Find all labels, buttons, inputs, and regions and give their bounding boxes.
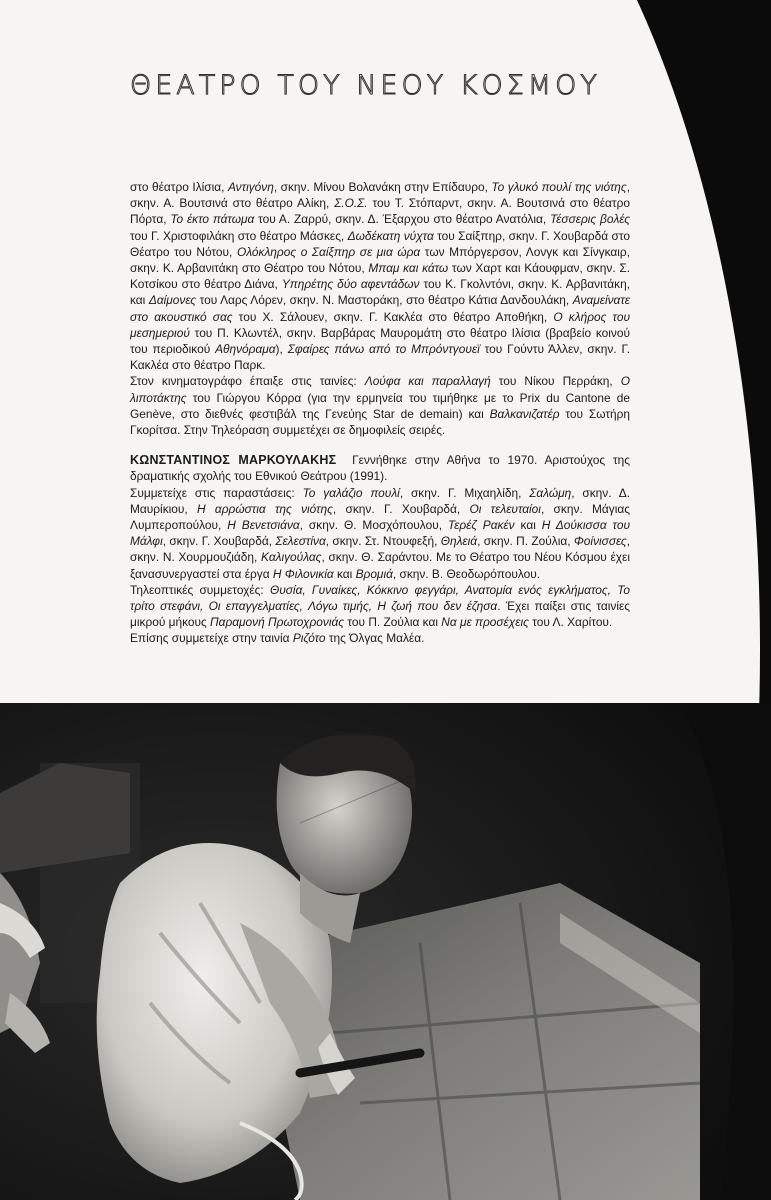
title-italic: Οι τελευταίοι bbox=[469, 501, 541, 516]
title-italic: Η Φιλονικία bbox=[272, 566, 334, 581]
title-italic: Σελεστίνα bbox=[275, 534, 326, 549]
text-run: του Κ. Γκολντόνι, σκην. Κ. Αρβανιτάκη, και bbox=[130, 277, 631, 308]
text-run: Γεννήθηκε στην Αθήνα το 1970. Αριστούχος της δραματικής σχολής του Εθνικού Θεάτρου (1991). bbox=[130, 453, 631, 484]
bio2-paragraph-3 bbox=[130, 582, 630, 631]
title-italic: Ο λιποτάκτης bbox=[130, 374, 630, 405]
page-title: ΘΕΑΤΡΟ ΤΟΥ ΝΕΟΥ ΚΟΣΜΟΥ bbox=[130, 70, 601, 101]
text-run: του Π. Ζούλια και bbox=[344, 615, 442, 630]
title-italic: Βαλκανιζατέρ bbox=[489, 406, 560, 421]
text-run: στο θέατρο Ιλίσια, bbox=[130, 180, 228, 194]
title-italic: Δαίμονες bbox=[148, 293, 197, 308]
text-run: , σκην. Θ. Σαράντου. Με το Θέατρο του Νέου Κόσμου έχει ξανασυνεργαστεί στα έργα bbox=[130, 550, 630, 581]
bio-text bbox=[130, 179, 630, 647]
title-italic: Η Βενετσιάνα bbox=[227, 518, 300, 533]
title-italic: Παραμονή Πρωτοχρονιάς bbox=[210, 615, 345, 630]
text-run: του Π. Κλωντέλ, σκην. Βαρβάρας Μαυρομάτη στο θέατρο Ιλίσια (βραβείο κοινού του περιοδικού bbox=[130, 325, 630, 357]
title-italic: Να με προσέχεις bbox=[441, 615, 529, 630]
title-italic: Σ.Ο.Σ. bbox=[334, 196, 368, 211]
title-italic: Ριζότο bbox=[292, 631, 326, 646]
title-italic: Ολόκληρος ο Σαίξπηρ σε μια ώρα bbox=[236, 244, 421, 259]
text-run: , σκην. Ν. Χουρμουζιάδη, bbox=[130, 534, 630, 565]
text-run: του Λαρς Λόρεν, σκην. Ν. Μαστοράκη, στο θέατρο Κάτια Δανδουλάκη, bbox=[196, 293, 573, 308]
text-run: , σκην. Θ. Μοσχόπουλου, bbox=[299, 518, 448, 533]
title-italic: Σφαίρες πάνω από το Μπρόντγουεϊ bbox=[287, 342, 480, 357]
title-italic: Αθηνόραμα bbox=[215, 342, 276, 357]
title-italic: Τέσσερις βολές bbox=[550, 212, 630, 227]
title-italic: Θυσία, Γυναίκες, Κόκκινο φεγγάρι, Ανατομία ενός εγκλήματος, Το τρίτο στεφάνι, Οι επαγγελματίες, Λόγω τιμής, Η ζωή που δεν έζησα bbox=[130, 582, 630, 614]
text-run: του Α. Ζαρρύ, σκην. Δ. Έξαρχου στο θέατρο Ανατόλια, bbox=[254, 212, 550, 227]
text-run: του Τ. Στόπαρντ, σκην. Α. Βουτσινά στο θέατρο Πόρτα, bbox=[130, 196, 630, 227]
title-italic: Θηλειά bbox=[440, 534, 478, 549]
text-run: . Έχει παίξει στις ταινίες μικρού μήκους bbox=[130, 599, 630, 630]
text-run: του Γιώργου Κόρρα (για την ερμηνεία του τιμήθηκε με το Prix du Cantone de Genève, στο διεθνές φεστιβάλ της Γενεύης Star de demain) και bbox=[130, 390, 630, 421]
title-italic: Σαλώμη bbox=[529, 485, 572, 500]
text-run: του Γ. Χριστοφιλάκη στο θέατρο Μάσκες, bbox=[130, 228, 348, 243]
text-run: των Μπόργερσον, Λονγκ και Σίνγκαιρ, σκην. Κ. Αρβανιτάκη στο Θέατρο του Νότου, bbox=[130, 244, 630, 276]
text-run: και bbox=[333, 566, 356, 581]
text-run: , σκην. Α. Βουτσινά στο θέατρο Αλίκη, bbox=[130, 180, 631, 211]
title-italic: Το γαλάζιο πουλί bbox=[302, 485, 400, 500]
bio1-paragraph-1 bbox=[130, 179, 630, 373]
text-run: , σκην. Γ. Χουβαρδά, bbox=[332, 501, 470, 516]
text-run: ), bbox=[275, 342, 288, 357]
title-italic: Η Δούκισσα του Μάλφι bbox=[130, 518, 630, 549]
title-italic: Βρομιά bbox=[355, 566, 393, 581]
text-run: , σκην. Μίνου Βολανάκη στην Επίδαυρο, bbox=[273, 180, 492, 194]
text-run: Επίσης συμμετείχε στην ταινία bbox=[130, 631, 293, 646]
title-italic: Καλιγούλας bbox=[261, 550, 322, 565]
text-run: της Όλγας Μαλέα. bbox=[325, 631, 425, 646]
text-run: του Νίκου Περράκη, bbox=[490, 374, 621, 389]
title-italic: Το έκτο πάτωμα bbox=[170, 212, 255, 227]
title-italic: Λούφα και παραλλαγή bbox=[364, 374, 491, 389]
title-italic: Τερέζ Ρακέν bbox=[447, 518, 515, 533]
text-run: του Σαίξπηρ, σκην. Γ. Χουβαρδά στο Θέατρο του Νότου, bbox=[130, 228, 630, 259]
text-run: του Γούντυ Άλλεν, σκην. Γ. Κακλέα στο θέατρο Παρκ. bbox=[130, 342, 631, 373]
bio2-paragraph-4 bbox=[130, 630, 630, 646]
title-italic: Αντιγόνη bbox=[227, 180, 274, 194]
text-run: , σκην. Π. Ζούλια, bbox=[477, 534, 574, 549]
title-italic: Μπαμ και κάτω bbox=[368, 261, 449, 276]
text-run: του Χ. Σάλουεν, σκην. Γ. Κακλέα στο θέατρο Αποθήκη, bbox=[232, 309, 554, 324]
text-run: , σκην. Μάγιας Λυμπεροπούλου, bbox=[130, 501, 630, 533]
text-run: , σκην. Γ. Χουβαρδά, bbox=[162, 534, 276, 549]
text-run: των Χαρτ και Κάουφμαν, σκην. Σ. Κοτσίκου στο θέατρο Διάνα, bbox=[130, 261, 631, 292]
text-run: , σκην. Δ. Μαυρίκιου, bbox=[130, 485, 630, 516]
actor-photo bbox=[0, 703, 771, 1200]
bio2-paragraph-2 bbox=[130, 485, 630, 582]
title-italic: Αναμείνατε στο ακουστικό σας bbox=[130, 293, 630, 324]
text-run: Συμμετείχε στις παραστάσεις: bbox=[130, 485, 303, 500]
bio1-paragraph-2 bbox=[130, 373, 630, 438]
text-run: , σκην. Β. Θεοδωρόπουλου. bbox=[392, 566, 541, 581]
text-run: του Λ. Χαρίτου. bbox=[528, 615, 613, 630]
title-italic: Ο κλήρος του μεσημεριού bbox=[130, 309, 630, 340]
text-run: Τηλεοπτικές συμμετοχές: bbox=[130, 582, 270, 597]
title-italic: Φοίνισσες bbox=[573, 534, 627, 549]
title-italic: Δωδέκατη νύχτα bbox=[347, 228, 434, 243]
text-run: , σκην. Γ. Μιχαηλίδη, bbox=[399, 485, 530, 500]
bio2-paragraph-1 bbox=[130, 452, 630, 484]
text-run: και bbox=[514, 518, 542, 533]
title-italic: Υπηρέτης δύο αφεντάδων bbox=[281, 277, 420, 292]
text-run: του Σωτήρη Γκορίτσα. Στην Τηλεόραση συμμετέχει σε δημοφιλείς σειρές. bbox=[130, 406, 631, 438]
title-italic: Το γλυκό πουλί της νιότης bbox=[491, 180, 627, 194]
title-italic: Η αρρώστια της νιότης bbox=[197, 501, 333, 516]
text-run: Στον κινηματογράφο έπαιξε στις ταινίες: bbox=[130, 374, 365, 389]
actor-name: ΚΩΝΣΤΑΝΤΙΝΟΣ ΜΑΡΚΟΥΛΑΚΗΣ bbox=[130, 453, 337, 468]
text-run: , σκην. Στ. Ντουφεξή, bbox=[325, 534, 441, 549]
